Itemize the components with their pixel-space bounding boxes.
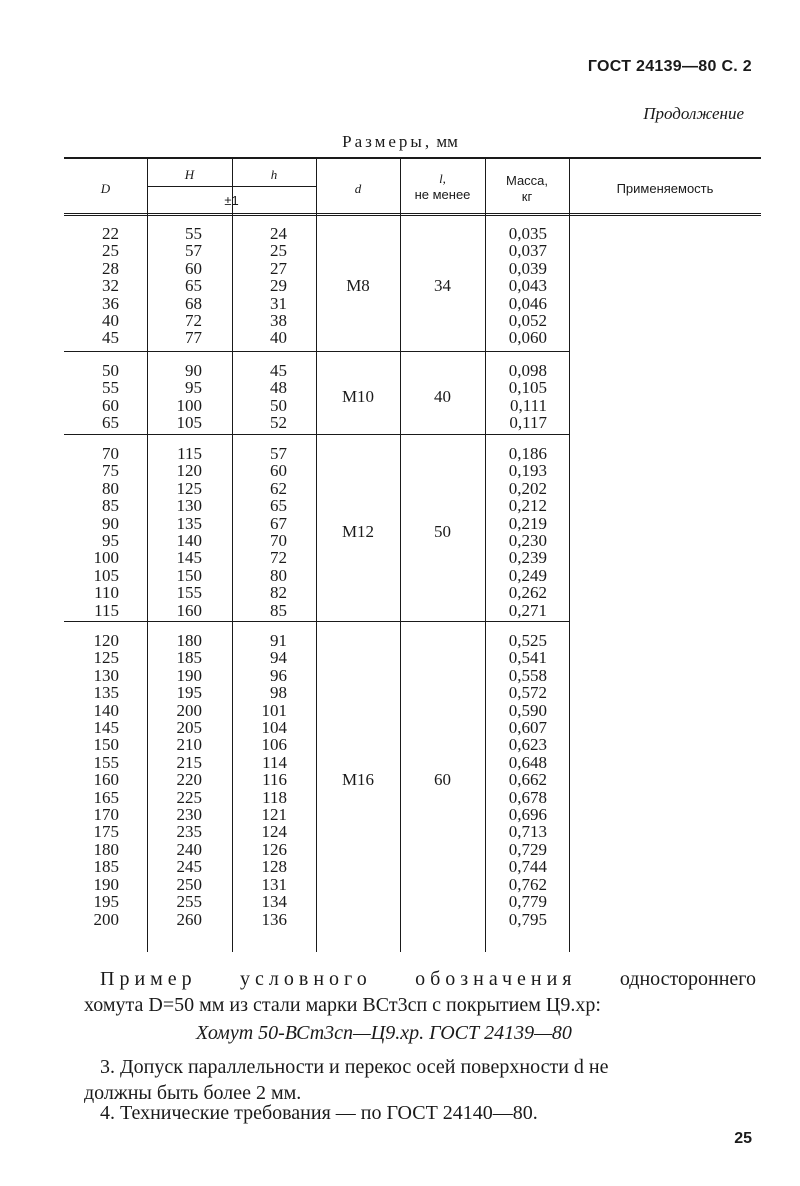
table-cell: 0,648	[508, 752, 547, 772]
table-cell: 0,525	[508, 631, 547, 650]
table-cell: 235	[176, 822, 202, 842]
table-cell: 215	[176, 752, 202, 772]
table-cell: 0,744	[508, 857, 547, 877]
length-min: 50	[434, 522, 451, 541]
table-top-rule	[64, 157, 761, 159]
table-cell: 0,713	[508, 822, 547, 842]
table-cell: 0,052	[508, 311, 547, 331]
column-mass	[485, 632, 547, 928]
table-cell: 90	[102, 513, 119, 533]
table-cell: 50	[270, 395, 287, 415]
table-cell: 124	[261, 822, 287, 842]
length-min: 60	[434, 769, 451, 789]
table-cell: 0,193	[508, 461, 547, 481]
table-cell: 115	[94, 600, 119, 620]
column-mass	[485, 445, 547, 619]
table-cell: 145	[176, 548, 202, 568]
table-cell: 180	[176, 631, 202, 650]
thread-size: М8	[346, 275, 370, 295]
header-mass: Масса,	[505, 173, 549, 188]
table-cell: 131	[261, 874, 287, 894]
table-cell: 0,186	[508, 444, 547, 463]
table-cell: 72	[270, 548, 287, 568]
table-cell: 120	[93, 631, 119, 650]
col-line	[569, 157, 570, 952]
table-cell: 170	[93, 805, 119, 825]
table-cell: 260	[176, 909, 202, 929]
table-cell: 165	[93, 787, 119, 807]
table-cell: 205	[176, 718, 202, 738]
table-cell: 118	[262, 787, 287, 807]
table-cell: 80	[102, 478, 119, 498]
item-4: 4. Технические требования — по ГОСТ 24140—80.	[100, 1102, 538, 1124]
table-cell: 130	[176, 496, 202, 516]
table-cell: 0,202	[508, 478, 547, 498]
thread-size: М10	[341, 386, 375, 406]
table-cell: 185	[93, 857, 119, 877]
example-title	[100, 966, 756, 992]
table-cell: 40	[270, 328, 287, 348]
table-header-rule	[64, 213, 761, 218]
header-d: d	[354, 181, 362, 196]
table-cell: 85	[270, 600, 287, 620]
table-cell: 60	[185, 258, 202, 278]
table-cell: 38	[270, 311, 287, 331]
column-h	[232, 632, 287, 928]
group-separator	[64, 434, 569, 435]
table-cell: 240	[176, 839, 202, 859]
table-cell: 0,117	[509, 413, 547, 433]
table-cell: 126	[261, 839, 287, 859]
table-cell: 0,572	[508, 683, 547, 703]
table-cell: 120	[176, 461, 202, 481]
table-cell: 50	[102, 361, 119, 380]
table-cell: 65	[270, 496, 287, 516]
header-H: H	[184, 167, 195, 182]
table-cell: 0,039	[508, 258, 547, 278]
table-cell: 65	[102, 413, 119, 433]
table-cell: 0,607	[508, 718, 547, 738]
example-description: хомута D=50 мм из стали марки ВСт3сп с покрытием Ц9.хр:	[84, 994, 601, 1016]
table-cell: 98	[270, 683, 287, 703]
table-cell: 185	[176, 648, 202, 668]
table-cell: 0,662	[508, 770, 547, 790]
table-cell: 110	[94, 583, 119, 603]
table-cell: 104	[261, 718, 287, 738]
table-cell: 100	[93, 548, 119, 568]
header-D: D	[100, 181, 111, 196]
table-cell: 195	[176, 683, 202, 703]
table-cell: 48	[270, 378, 287, 398]
table-cell: 155	[176, 583, 202, 603]
designation-formula: Хомут 50-ВСт3сп—Ц9.хр. ГОСТ 24139—80	[196, 1022, 572, 1044]
header-tolerance: ±1	[224, 193, 239, 208]
table-cell: 24	[270, 224, 287, 243]
table-cell: 32	[102, 276, 119, 296]
table-cell: 0,623	[508, 735, 547, 755]
table-cell: 105	[93, 565, 119, 585]
caption-unit: мм	[436, 132, 458, 151]
item-3-line-2: должны быть более 2 мм.	[84, 1082, 302, 1104]
table-cell: 255	[176, 892, 202, 912]
table-cell: 0,043	[508, 276, 547, 296]
table-cell: 135	[176, 513, 202, 533]
column-h	[232, 225, 287, 347]
table-cell: 57	[185, 241, 202, 261]
table-cell: 140	[93, 700, 119, 720]
table-cell: 136	[261, 909, 287, 929]
table-cell: 22	[102, 224, 119, 243]
table-cell: 55	[185, 224, 202, 243]
table-cell: 0,729	[508, 839, 547, 859]
table-cell: 160	[93, 770, 119, 790]
item-3-line-1: 3. Допуск параллельности и перекос осей поверхности d не	[100, 1056, 609, 1078]
table-cell: 0,098	[508, 361, 547, 380]
length-min: 40	[434, 386, 451, 406]
table-cell: 0,046	[508, 293, 547, 313]
table-cell: 65	[185, 276, 202, 296]
column-mass	[485, 225, 547, 347]
tolerance-rule	[147, 186, 316, 187]
page-header: ГОСТ 24139—80 С. 2	[587, 58, 752, 75]
table-cell: 250	[176, 874, 202, 894]
table-cell: 0,541	[508, 648, 547, 668]
table-cell: 0,230	[508, 531, 547, 551]
header-h: h	[270, 167, 278, 182]
table-cell: 45	[270, 361, 287, 380]
table-cell: 72	[185, 311, 202, 331]
table-cell: 0,249	[508, 565, 547, 585]
thread-size: М16	[341, 769, 375, 789]
table-cell: 91	[270, 631, 287, 650]
table-cell: 0,271	[508, 600, 547, 620]
table-cell: 36	[102, 293, 119, 313]
table-cell: 115	[177, 444, 202, 463]
table-cell: 190	[93, 874, 119, 894]
column-h	[232, 362, 287, 432]
table-cell: 135	[93, 683, 119, 703]
group-separator	[64, 351, 569, 352]
table-cell: 0,111	[510, 395, 547, 415]
table-cell: 31	[270, 293, 287, 313]
table-cell: 220	[176, 770, 202, 790]
example-word: одностороннего	[619, 968, 756, 990]
table-cell: 210	[176, 735, 202, 755]
table-cell: 52	[270, 413, 287, 433]
table-cell: 82	[270, 583, 287, 603]
table-cell: 116	[262, 770, 287, 790]
column-D	[64, 225, 119, 347]
table-cell: 0,219	[508, 513, 547, 533]
column-H	[147, 225, 202, 347]
column-D	[64, 445, 119, 619]
header-l: l,	[439, 171, 446, 186]
table-cell: 0,795	[508, 909, 547, 929]
table-cell: 225	[176, 787, 202, 807]
table-cell: 40	[102, 311, 119, 331]
table-cell: 0,060	[508, 328, 547, 348]
table-cell: 150	[93, 735, 119, 755]
table-cell: 0,762	[508, 874, 547, 894]
table-cell: 57	[270, 444, 287, 463]
table-cell: 27	[270, 258, 287, 278]
column-mass	[485, 362, 547, 432]
table-cell: 60	[270, 461, 287, 481]
table-cell: 114	[262, 752, 287, 772]
table-cell: 0,035	[508, 224, 547, 243]
length-min: 34	[434, 275, 451, 295]
table-cell: 67	[270, 513, 287, 533]
table-cell: 140	[176, 531, 202, 551]
table-cell: 29	[270, 276, 287, 296]
table-cell: 0,212	[508, 496, 547, 516]
table-cell: 200	[93, 909, 119, 929]
table-cell: 80	[270, 565, 287, 585]
table-cell: 121	[261, 805, 287, 825]
table-cell: 68	[185, 293, 202, 313]
table-cell: 0,239	[508, 548, 547, 568]
table-cell: 0,037	[508, 241, 547, 261]
example-word: обозначения	[415, 968, 577, 990]
table-cell: 96	[270, 665, 287, 685]
table-cell: 134	[261, 892, 287, 912]
table-cell: 25	[102, 241, 119, 261]
table-cell: 70	[102, 444, 119, 463]
table-cell: 195	[93, 892, 119, 912]
column-D	[64, 362, 119, 432]
table-cell: 125	[93, 648, 119, 668]
column-h	[232, 445, 287, 619]
table-cell: 0,590	[508, 700, 547, 720]
table-cell: 145	[93, 718, 119, 738]
table-cell: 0,105	[508, 378, 547, 398]
table-cell: 94	[270, 648, 287, 668]
table-cell: 101	[261, 700, 287, 720]
table-cell: 77	[185, 328, 202, 348]
table-cell: 95	[102, 531, 119, 551]
table-cell: 130	[93, 665, 119, 685]
thread-size: М12	[341, 522, 375, 541]
table-cell: 45	[102, 328, 119, 348]
table-cell: 0,262	[508, 583, 547, 603]
column-H	[147, 362, 202, 432]
column-H	[147, 445, 202, 619]
column-D	[64, 632, 119, 928]
table-cell: 105	[176, 413, 202, 433]
header-application: Применяемость	[616, 181, 714, 196]
table-cell: 125	[176, 478, 202, 498]
table-cell: 0,678	[508, 787, 547, 807]
table-cell: 245	[176, 857, 202, 877]
table-caption	[0, 132, 800, 152]
example-word: условного	[240, 968, 372, 990]
table-cell: 85	[102, 496, 119, 516]
table-cell: 0,779	[508, 892, 547, 912]
table-cell: 60	[102, 395, 119, 415]
table-cell: 75	[102, 461, 119, 481]
header-mass-unit: кг	[521, 189, 533, 204]
group-separator	[64, 621, 569, 622]
table-cell: 160	[176, 600, 202, 620]
example-word: Пример	[100, 968, 197, 990]
table-cell: 180	[93, 839, 119, 859]
table-cell: 155	[93, 752, 119, 772]
table-cell: 190	[176, 665, 202, 685]
page-number: 25	[734, 1130, 752, 1147]
table-cell: 175	[93, 822, 119, 842]
table-cell: 25	[270, 241, 287, 261]
column-H	[147, 632, 202, 928]
header-l-sub: не менее	[414, 187, 471, 202]
table-cell: 230	[176, 805, 202, 825]
table-cell: 28	[102, 258, 119, 278]
table-cell: 200	[176, 700, 202, 720]
table-cell: 55	[102, 378, 119, 398]
table-cell: 62	[270, 478, 287, 498]
table-cell: 90	[185, 361, 202, 380]
table-cell: 0,558	[508, 665, 547, 685]
table-cell: 0,696	[508, 805, 547, 825]
continuation-label: Продолжение	[643, 104, 744, 123]
table-cell: 95	[185, 378, 202, 398]
table-cell: 128	[261, 857, 287, 877]
table-cell: 150	[176, 565, 202, 585]
caption-word: Размеры,	[342, 132, 433, 151]
dimensions-table	[64, 157, 761, 952]
table-cell: 100	[176, 395, 202, 415]
table-cell: 106	[261, 735, 287, 755]
table-cell: 70	[270, 531, 287, 551]
